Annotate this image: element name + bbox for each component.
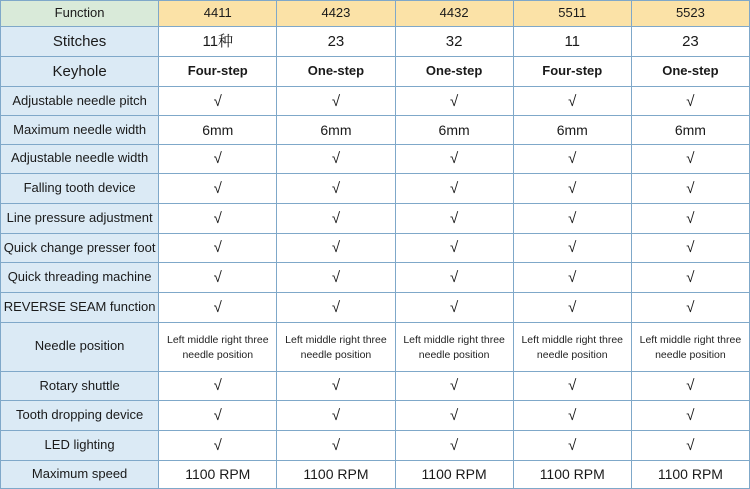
cell-value-text: Left middle right three needle position <box>639 333 742 361</box>
check-mark-icon <box>631 233 749 263</box>
cell-value: √ <box>213 377 222 395</box>
check-mark-icon <box>159 174 277 204</box>
check-mark-icon <box>159 263 277 293</box>
cell-value: √ <box>568 436 577 454</box>
check-mark-icon <box>277 431 395 461</box>
cell-value: √ <box>686 150 695 168</box>
header-model-5511: 5511 <box>513 1 631 27</box>
row-label: Rotary shuttle <box>1 371 159 401</box>
cell-value: 6mm <box>277 116 395 144</box>
check-mark-icon <box>395 233 513 263</box>
cell-value: √ <box>449 179 459 197</box>
cell-value: √ <box>686 377 695 395</box>
check-mark-icon <box>395 203 513 233</box>
check-mark-icon <box>395 86 513 116</box>
check-mark-icon <box>159 401 277 431</box>
row-label: Maximum speed <box>1 460 159 488</box>
row-label: Line pressure adjustment <box>1 203 159 233</box>
cell-value: Four-step <box>513 57 631 87</box>
check-mark-icon <box>395 371 513 401</box>
cell-value: √ <box>331 239 341 257</box>
cell-value: √ <box>449 150 459 168</box>
check-mark-icon <box>631 144 749 174</box>
cell-value: Four-step <box>159 57 277 87</box>
cell-value: 1100 RPM <box>631 460 749 488</box>
cell-value: One-step <box>277 57 395 87</box>
cell-value: One-step <box>631 57 749 87</box>
cell-value: √ <box>331 92 341 110</box>
cell-value: √ <box>568 269 577 287</box>
header-model-4432: 4432 <box>395 1 513 27</box>
cell-value: √ <box>331 407 341 425</box>
cell-value-text: Left middle right three needle position <box>403 333 505 361</box>
check-mark-icon <box>513 293 631 323</box>
cell-value: √ <box>213 209 222 227</box>
check-mark-icon <box>513 203 631 233</box>
check-mark-icon <box>395 174 513 204</box>
check-mark-icon <box>513 86 631 116</box>
check-mark-icon <box>159 144 277 174</box>
cell-value: √ <box>213 179 222 197</box>
cell-value <box>395 322 513 371</box>
cell-value: 32 <box>395 27 513 57</box>
cell-value: √ <box>331 436 341 454</box>
cell-value: 11种 <box>159 27 277 57</box>
row-label: Quick change presser foot <box>1 233 159 263</box>
cell-value: √ <box>568 209 577 227</box>
cell-value: √ <box>686 239 695 257</box>
check-mark-icon <box>277 263 395 293</box>
check-mark-icon <box>395 293 513 323</box>
cell-value: 11 <box>513 27 631 57</box>
table-row <box>1 27 750 57</box>
table-row <box>1 86 750 116</box>
cell-value-text: Left middle right three needle position <box>167 333 269 361</box>
table-row <box>1 431 750 461</box>
cell-value: 1100 RPM <box>277 460 395 488</box>
cell-value: 1100 RPM <box>513 460 631 488</box>
cell-value: √ <box>331 377 341 395</box>
cell-value: √ <box>568 239 577 257</box>
table-row <box>1 203 750 233</box>
row-label: LED lighting <box>1 431 159 461</box>
cell-value: 1100 RPM <box>395 460 513 488</box>
table-row <box>1 174 750 204</box>
table-row <box>1 371 750 401</box>
cell-value: √ <box>331 209 341 227</box>
cell-value: √ <box>213 92 222 110</box>
cell-value: 23 <box>277 27 395 57</box>
cell-value: √ <box>213 298 222 316</box>
row-label: Adjustable needle pitch <box>1 86 159 116</box>
cell-value: √ <box>449 209 459 227</box>
table-row <box>1 233 750 263</box>
header-function-label: Function <box>1 1 159 27</box>
cell-value: 6mm <box>159 116 277 144</box>
check-mark-icon <box>277 371 395 401</box>
cell-value: √ <box>331 298 341 316</box>
cell-value <box>277 322 395 371</box>
row-label: Maximum needle width <box>1 116 159 144</box>
table-row <box>1 57 750 87</box>
check-mark-icon <box>395 431 513 461</box>
cell-value: √ <box>686 269 695 287</box>
row-label: REVERSE SEAM function <box>1 293 159 323</box>
check-mark-icon <box>395 144 513 174</box>
table-header-row <box>1 1 750 27</box>
row-label: Needle position <box>1 322 159 371</box>
cell-value: √ <box>213 239 222 257</box>
check-mark-icon <box>277 86 395 116</box>
cell-value: √ <box>449 377 459 395</box>
check-mark-icon <box>395 263 513 293</box>
check-mark-icon <box>159 86 277 116</box>
check-mark-icon <box>395 401 513 431</box>
check-mark-icon <box>513 233 631 263</box>
check-mark-icon <box>159 293 277 323</box>
cell-value <box>631 322 749 371</box>
cell-value: √ <box>331 269 341 287</box>
cell-value: √ <box>213 407 222 425</box>
check-mark-icon <box>277 401 395 431</box>
check-mark-icon <box>513 174 631 204</box>
cell-value <box>513 322 631 371</box>
cell-value: 6mm <box>631 116 749 144</box>
cell-value: √ <box>568 92 577 110</box>
cell-value: √ <box>686 179 695 197</box>
check-mark-icon <box>159 233 277 263</box>
cell-value: √ <box>686 298 695 316</box>
row-label: Quick threading machine <box>1 263 159 293</box>
row-label: Stitches <box>1 27 159 57</box>
cell-value: √ <box>449 269 459 287</box>
table-body <box>1 1 750 489</box>
table-row <box>1 322 750 371</box>
cell-value: √ <box>449 436 459 454</box>
cell-value: √ <box>449 407 459 425</box>
check-mark-icon <box>277 233 395 263</box>
table-row <box>1 144 750 174</box>
table-row <box>1 116 750 144</box>
cell-value: 1100 RPM <box>159 460 277 488</box>
check-mark-icon <box>631 203 749 233</box>
cell-value: One-step <box>395 57 513 87</box>
check-mark-icon <box>513 371 631 401</box>
cell-value: √ <box>449 298 459 316</box>
check-mark-icon <box>277 144 395 174</box>
cell-value: √ <box>568 377 577 395</box>
table-row <box>1 460 750 488</box>
cell-value: 23 <box>631 27 749 57</box>
cell-value: √ <box>568 407 577 425</box>
check-mark-icon <box>631 293 749 323</box>
check-mark-icon <box>513 263 631 293</box>
row-label: Keyhole <box>1 57 159 87</box>
header-model-4411: 4411 <box>159 1 277 27</box>
cell-value: 6mm <box>513 116 631 144</box>
check-mark-icon <box>159 371 277 401</box>
check-mark-icon <box>513 401 631 431</box>
header-model-4423: 4423 <box>277 1 395 27</box>
check-mark-icon <box>277 293 395 323</box>
cell-value: √ <box>449 92 459 110</box>
cell-value: √ <box>568 150 577 168</box>
cell-value: √ <box>331 179 341 197</box>
row-label: Tooth dropping device <box>1 401 159 431</box>
table-row <box>1 263 750 293</box>
cell-value: √ <box>213 269 222 287</box>
check-mark-icon <box>631 174 749 204</box>
cell-value: √ <box>568 179 577 197</box>
check-mark-icon <box>277 203 395 233</box>
table-row <box>1 401 750 431</box>
cell-value: √ <box>449 239 459 257</box>
check-mark-icon <box>159 431 277 461</box>
row-label: Adjustable needle width <box>1 144 159 174</box>
cell-value: √ <box>686 407 695 425</box>
check-mark-icon <box>631 263 749 293</box>
cell-value: √ <box>686 209 695 227</box>
header-model-5523: 5523 <box>631 1 749 27</box>
check-mark-icon <box>631 371 749 401</box>
check-mark-icon <box>631 431 749 461</box>
row-label: Falling tooth device <box>1 174 159 204</box>
cell-value: √ <box>686 436 695 454</box>
cell-value: 6mm <box>395 116 513 144</box>
check-mark-icon <box>631 401 749 431</box>
cell-value: √ <box>213 436 222 454</box>
cell-value-text: Left middle right three needle position <box>521 333 624 361</box>
check-mark-icon <box>513 144 631 174</box>
check-mark-icon <box>159 203 277 233</box>
check-mark-icon <box>631 86 749 116</box>
cell-value <box>159 322 277 371</box>
table-row <box>1 293 750 323</box>
cell-value: √ <box>568 298 577 316</box>
cell-value: √ <box>686 92 695 110</box>
cell-value-text: Left middle right three needle position <box>285 333 387 361</box>
cell-value: √ <box>213 150 222 168</box>
check-mark-icon <box>513 431 631 461</box>
check-mark-icon <box>277 174 395 204</box>
cell-value: √ <box>331 150 341 168</box>
